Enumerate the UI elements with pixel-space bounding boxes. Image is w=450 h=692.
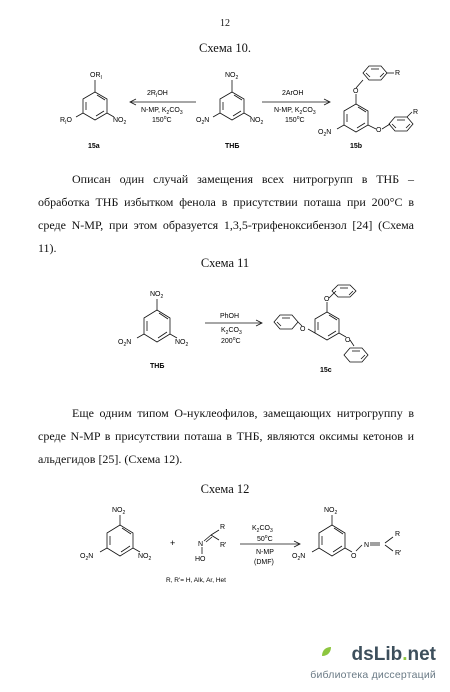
s10-center-no2-right: $NO_2$ — [250, 117, 264, 126]
scheme-11-diagram — [0, 278, 450, 388]
s12-product-no2-top: $NO_2$ — [324, 507, 338, 516]
leaf-icon — [320, 646, 332, 658]
scheme-11-title: Схема 11 — [200, 256, 250, 270]
s10-reagent-left-3: 150$^o$C — [152, 115, 172, 124]
s10-reagent-right-2: N-MP, $K_2CO_3$ — [274, 107, 316, 116]
paragraph-2: Еще одним типом О-нуклеофилов, замещающих нитрогруппу в среде N-MP в присутствии поташа в ТНБ, являются оксимы кетонов и альдегидов [25]. (Схема 12). — [38, 406, 414, 466]
s10-reagent-right-3: 150$^o$C — [285, 115, 305, 124]
s11-reagent-3: 200$^o$C — [221, 336, 241, 345]
s11-o-left: O — [300, 326, 306, 333]
compound-15a-label: 15a — [88, 143, 100, 150]
s10-center-no2-left: $O_2N$ — [196, 117, 210, 126]
s12-oxime-r: R — [220, 524, 226, 531]
s12-product-n: N — [364, 542, 370, 549]
s12-reagent-2: 50$^o$C — [257, 534, 273, 543]
s12-reagent-1: $K_2CO_3$ — [252, 525, 273, 534]
s10-left-or: $OR_I$ — [90, 72, 102, 81]
s12-reagent-3: N-MP — [256, 549, 274, 556]
s12-product-r: R — [395, 531, 401, 538]
s12-plus: + — [170, 538, 176, 548]
s10-left-ro: $R_IO$ — [60, 117, 72, 126]
s12-oxime-ho: HO — [195, 556, 206, 563]
s10-right-r-top: R — [395, 70, 401, 77]
s12-product-no2-left: $O_2N$ — [292, 553, 306, 562]
s10-reagent-left-1: $2R_IOH$ — [147, 90, 168, 99]
scheme-12-diagram — [0, 498, 450, 598]
s10-reagent-left-2: N-MP, $K_2CO_3$ — [141, 107, 183, 116]
s11-o-right: O — [345, 337, 351, 344]
s11-reagent-2: $K_2CO_3$ — [221, 327, 242, 336]
compound-15b-label: 15b — [350, 143, 363, 150]
s12-no2-top: $NO_2$ — [112, 507, 126, 516]
s12-footnote: R, R'= H, Alk, Ar, Het — [166, 577, 226, 584]
scheme-10-title: Схема 10. — [199, 41, 251, 55]
watermark-tagline: библиотека диссертаций — [310, 669, 436, 681]
compound-15c-label: 15c — [320, 367, 332, 374]
s11-no2-left: $O_2N$ — [118, 339, 132, 348]
s12-reagent-4: (DMF) — [254, 559, 274, 566]
s10-reagent-right-1: 2ArOH — [282, 90, 304, 97]
s10-right-o-top: O — [353, 88, 359, 95]
s11-tnb-label: ТНБ — [150, 363, 165, 370]
s11-reagent-1: PhOH — [220, 313, 240, 320]
watermark-logo: dsLib.net — [351, 644, 436, 665]
s11-no2-right: $NO_2$ — [175, 339, 189, 348]
s12-product-rprime: R' — [395, 550, 402, 557]
s12-no2-right: $NO_2$ — [138, 553, 152, 562]
s12-no2-left: $O_2N$ — [80, 553, 94, 562]
s12-oxime-n: N — [198, 541, 204, 548]
paragraph-1: Описан один случай замещения всех нитрогрупп в ТНБ – обработка ТНБ избытком фенола в присутствии поташа при 200°C в среде N-MP, при этом образуется 1,3,5-трифеноксибензол [24] (Схема 11). — [38, 172, 414, 255]
s10-center-no2-top: $NO_2$ — [225, 72, 239, 81]
s10-right-r-right: R — [413, 109, 419, 116]
s12-product-o: O — [351, 553, 357, 560]
scheme-10-diagram — [0, 58, 450, 168]
page-number: 12 — [220, 18, 230, 29]
s10-right-o-right: O — [376, 127, 382, 134]
scheme-12-title: Схема 12 — [200, 482, 250, 496]
s11-no2-top: $NO_2$ — [150, 291, 164, 300]
s10-right-no2: $O_2N$ — [318, 129, 332, 138]
s11-o-top: O — [324, 296, 330, 303]
s12-oxime-rprime: R' — [220, 542, 227, 549]
compound-tnb-label: ТНБ — [225, 143, 240, 150]
s10-left-no2: $NO_2$ — [113, 117, 127, 126]
